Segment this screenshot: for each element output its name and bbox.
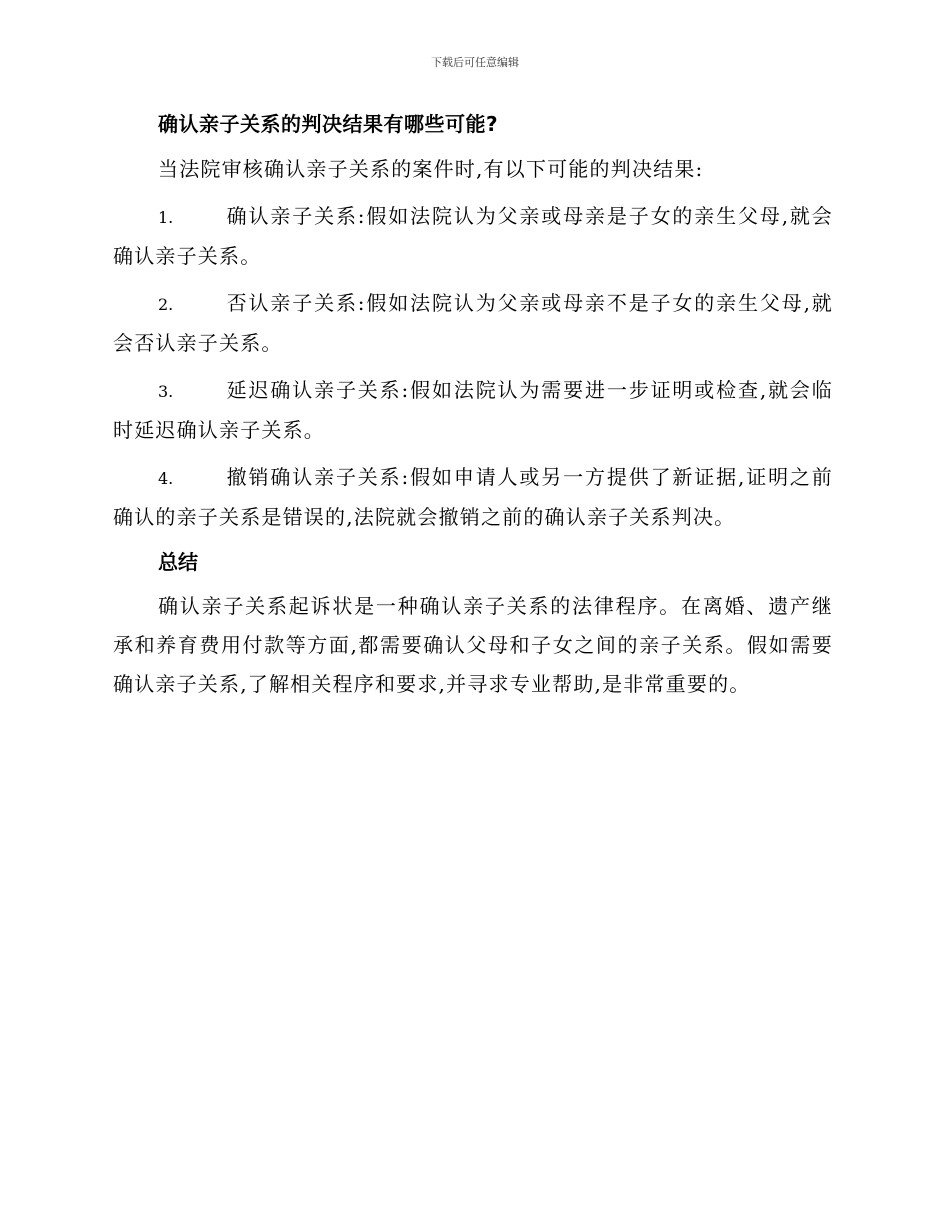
list-item-text: 延迟确认亲子关系:假如法院认为需要进一步证明或检查,就会临时延迟确认亲子关系。 bbox=[113, 378, 833, 442]
page-header: 下载后可任意编辑 bbox=[431, 56, 519, 69]
intro-paragraph: 当法院审核确认亲子关系的案件时,有以下可能的判决结果: bbox=[158, 157, 704, 181]
list-number: 2. bbox=[158, 295, 174, 314]
list-item-text: 否认亲子关系:假如法院认为父亲或母亲不是子女的亲生父母,就会否认亲子关系。 bbox=[113, 291, 833, 355]
list-item-3 bbox=[113, 371, 833, 450]
list-item-2 bbox=[113, 284, 833, 363]
list-item-text: 确认亲子关系:假如法院认为父亲或母亲是子女的亲生父母,就会确认亲子关系。 bbox=[113, 204, 833, 268]
list-number: 3. bbox=[158, 382, 174, 401]
list-number: 1. bbox=[158, 208, 174, 227]
list-item-4 bbox=[113, 458, 833, 537]
summary-title: 总结 bbox=[158, 550, 198, 574]
section-title: 确认亲子关系的判决结果有哪些可能? bbox=[158, 112, 499, 136]
summary-paragraph: 确认亲子关系起诉状是一种确认亲子关系的法律程序。在离婚、遗产继承和养育费用付款等方面,都需要确认父母和子女之间的亲子关系。假如需要确认亲子关系,了解相关程序和要求,并寻求专业帮助,是非常重要的。 bbox=[113, 594, 833, 696]
document-body bbox=[113, 108, 833, 712]
list-item-1 bbox=[113, 197, 833, 276]
list-item-text: 撤销确认亲子关系:假如申请人或另一方提供了新证据,证明之前确认的亲子关系是错误的,法院就会撤销之前的确认亲子关系判决。 bbox=[113, 465, 833, 529]
list-number: 4. bbox=[158, 469, 174, 488]
